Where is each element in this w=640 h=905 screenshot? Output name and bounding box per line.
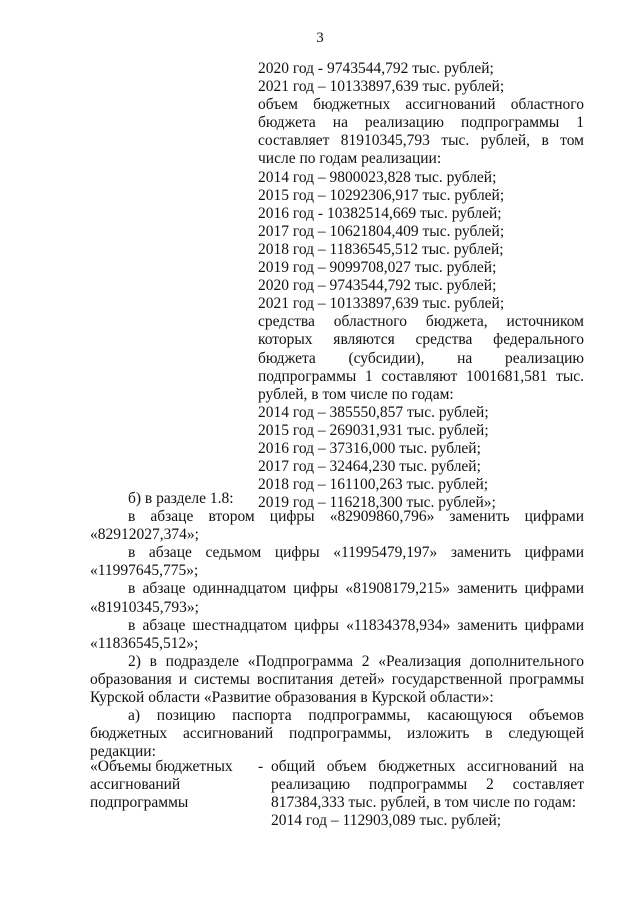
year-line: 2020 год - 9743544,792 тыс. рублей; <box>258 60 494 77</box>
passport-label-line: ассигнований <box>90 776 181 794</box>
year-line: 2015 год – 269031,931 тыс. рублей; <box>258 421 489 439</box>
year-list-2020-2021 <box>258 60 584 96</box>
year-line: 2019 год – 116218,300 тыс. рублей»; <box>258 494 496 512</box>
year-list-regional <box>258 169 584 314</box>
regional-budget-volume-paragraph: объем бюджетных ассигнований областного бюджета на реализацию подпрограммы 1 составляет 81910345,793 тыс. рублей, в том числе по годам реализации: <box>258 96 584 168</box>
section-b-item: в абзаце шестнадцатом цифры «11834378,934» заменить цифрами «11836545,512»; <box>90 616 584 652</box>
main-text <box>90 490 584 761</box>
section-b-heading: б) в разделе 1.8: <box>128 490 234 507</box>
subprogram-2-paragraph: 2) в подразделе «Подпрограмма 2 «Реализация дополнительного образования и системы воспитания детей» государственной программы Курской области «Развитие образования в Курской области»: <box>90 652 584 707</box>
year-line: 2016 год – 37316,000 тыс. рублей; <box>258 439 481 457</box>
item-a-paragraph: а) позицию паспорта подпрограммы, касающуюся объемов бюджетных ассигнований подпрограммы, изложить в следующей редакции: <box>90 707 584 761</box>
year-line: 2017 год – 32464,230 тыс. рублей; <box>258 458 481 476</box>
year-line: 2018 год – 11836545,512 тыс. рублей; <box>258 240 504 258</box>
year-line: 2015 год – 10292306,917 тыс. рублей; <box>258 186 505 204</box>
section-b-item: в абзаце одиннадцатом цифры «81908179,215» заменить цифрами «81910345,793»; <box>90 580 584 616</box>
passport-content <box>271 758 584 830</box>
passport-label-line: подпрограммы <box>90 794 189 812</box>
year-line: 2019 год – 9099708,027 тыс. рублей; <box>258 259 497 277</box>
section-b-item: в абзаце втором цифры «82909860,796» заменить цифрами «82912027,374»; <box>90 508 584 544</box>
passport-label <box>90 758 260 812</box>
passport-year-line: 2014 год – 112903,089 тыс. рублей; <box>271 812 502 830</box>
year-line: 2020 год – 9743544,792 тыс. рублей; <box>258 277 497 295</box>
year-line: 2021 год – 10133897,639 тыс. рублей; <box>258 295 505 313</box>
funding-column <box>258 60 584 512</box>
page-number: 3 <box>316 30 324 46</box>
year-line: 2017 год – 10621804,409 тыс. рублей; <box>258 222 505 240</box>
year-line: 2018 год – 161100,263 тыс. рублей; <box>258 476 489 494</box>
year-line: 2016 год - 10382514,669 тыс. рублей; <box>258 204 502 222</box>
year-line: 2014 год – 9800023,828 тыс. рублей; <box>258 168 497 186</box>
section-b-item: в абзаце седьмом цифры «11995479,197» заменить цифрами «11997645,775»; <box>90 544 584 580</box>
passport-label-line: «Объемы бюджетных <box>90 758 233 775</box>
year-line: 2014 год – 385550,857 тыс. рублей; <box>258 403 489 421</box>
passport-dash: - <box>258 758 264 775</box>
year-line: 2021 год – 10133897,639 тыс. рублей; <box>258 78 505 96</box>
federal-funds-paragraph: средства областного бюджета, источником которых являются средства федерального бюджета (субсидии), на реализацию подпрограммы 1 составляют 1001681,581 тыс. рублей, в том числе по годам: <box>258 313 584 403</box>
passport-text: общий объем бюджетных ассигнований на реализацию подпрограммы 2 составляет 817384,333 тыс. рублей, в том числе по годам: <box>271 758 584 812</box>
